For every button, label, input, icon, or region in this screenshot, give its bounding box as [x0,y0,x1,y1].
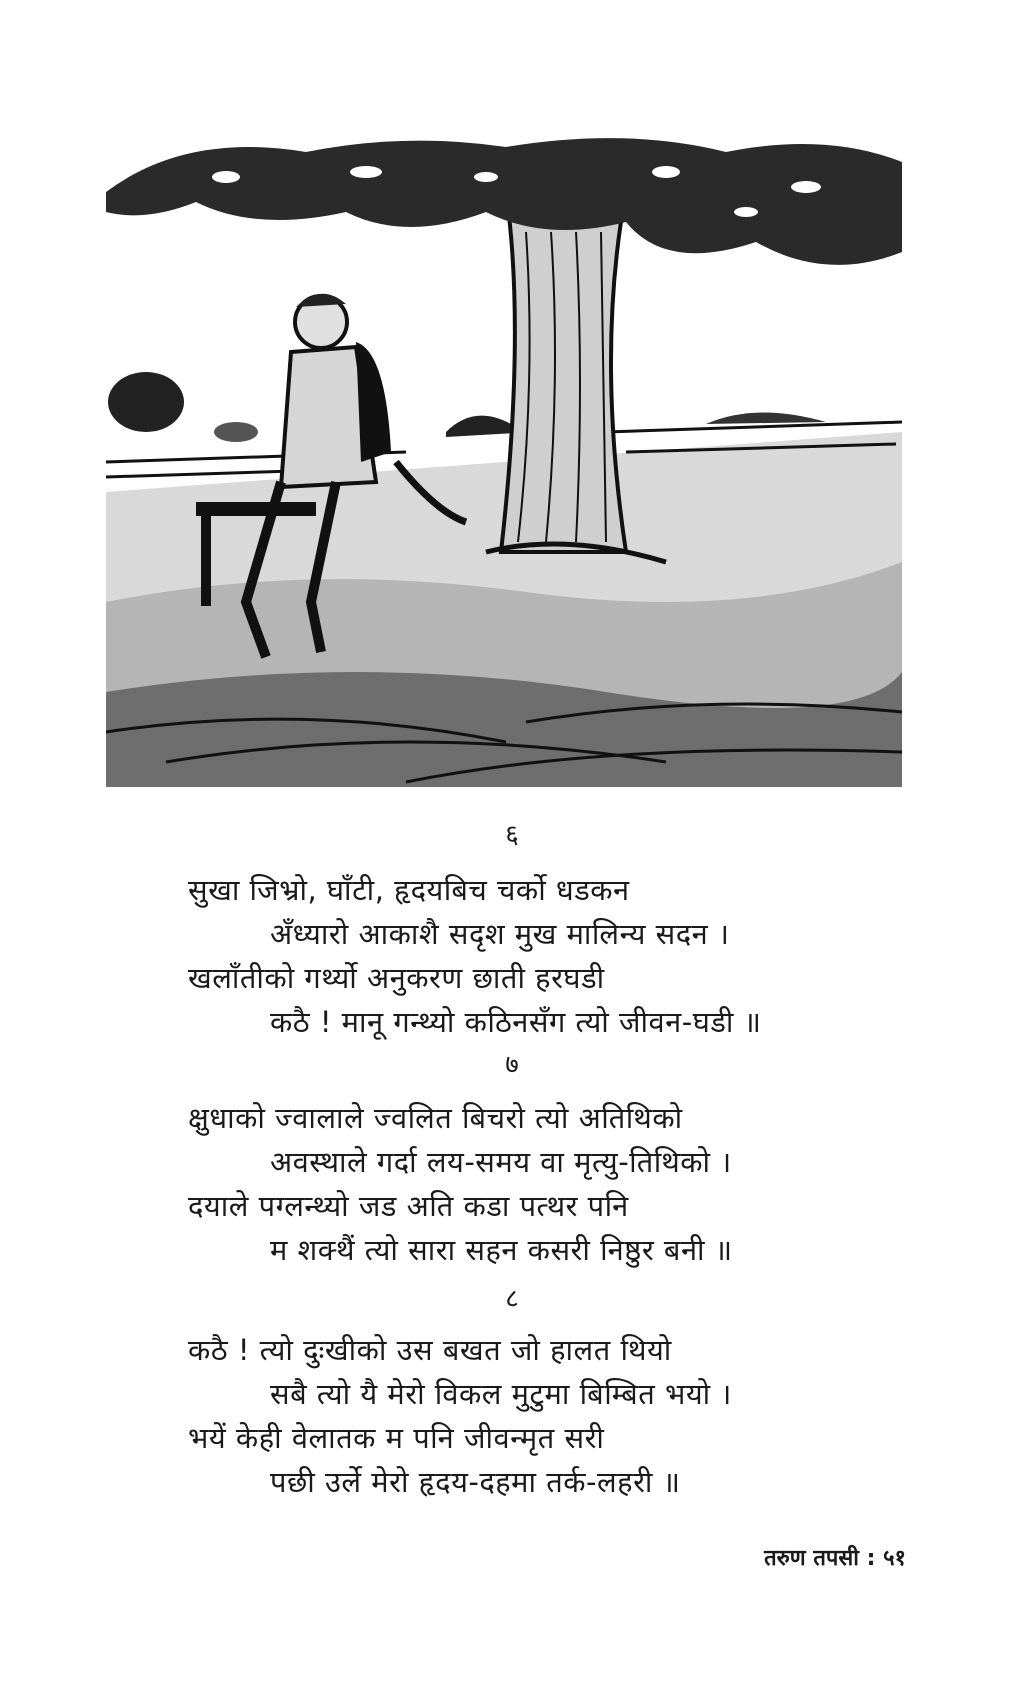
book-title: तरुण तपसी [764,1546,859,1571]
poem-line: म शक्थैं त्यो सारा सहन कसरी निष्ठुर बनी ॥ [270,1233,733,1267]
poem-line: पछी उर्ले मेरो हृदय-दहमा तर्क-लहरी ॥ [270,1465,681,1499]
poem-line: क्षुधाको ज्वालाले ज्वलित बिचरो त्यो अतिथिको [188,1101,683,1135]
stanza-number: ८ [505,1284,519,1314]
illustration-man-under-tree [106,132,902,787]
poem-line: सुखा जिभ्रो, घाँटी, हृदयबिच चर्को धडकन [188,873,630,907]
footer-separator: : [866,1546,876,1571]
poem-line: सबै त्यो यै मेरो विकल मुटुमा बिम्बित भयो । [270,1377,732,1411]
page-number: ५१ [883,1546,906,1571]
stanza-number: ७ [505,1050,519,1080]
poem-line: दयाले पग्लन्थ्यो जड अति कडा पत्थर पनि [188,1189,629,1223]
stanza-number: ६ [505,820,519,850]
poem-line: अवस्थाले गर्दा लय-समय वा मृत्यु-तिथिको । [270,1145,732,1179]
page-footer [764,1542,906,1572]
poem-line: खलाँतीको गर्थ्यो अनुकरण छाती हरघडी [188,961,605,995]
poem-line: भयें केही वेलातक म पनि जीवन्मृत सरी [188,1421,605,1455]
poem-line: अँध्यारो आकाशै सदृश मुख मालिन्य सदन । [270,917,730,951]
poem-line: कठै ! त्यो दुःखीको उस बखत जो हालत थियो [188,1333,672,1367]
poem-line: कठै ! मानू गन्थ्यो कठिनसँग त्यो जीवन-घडी ॥ [270,1005,762,1039]
